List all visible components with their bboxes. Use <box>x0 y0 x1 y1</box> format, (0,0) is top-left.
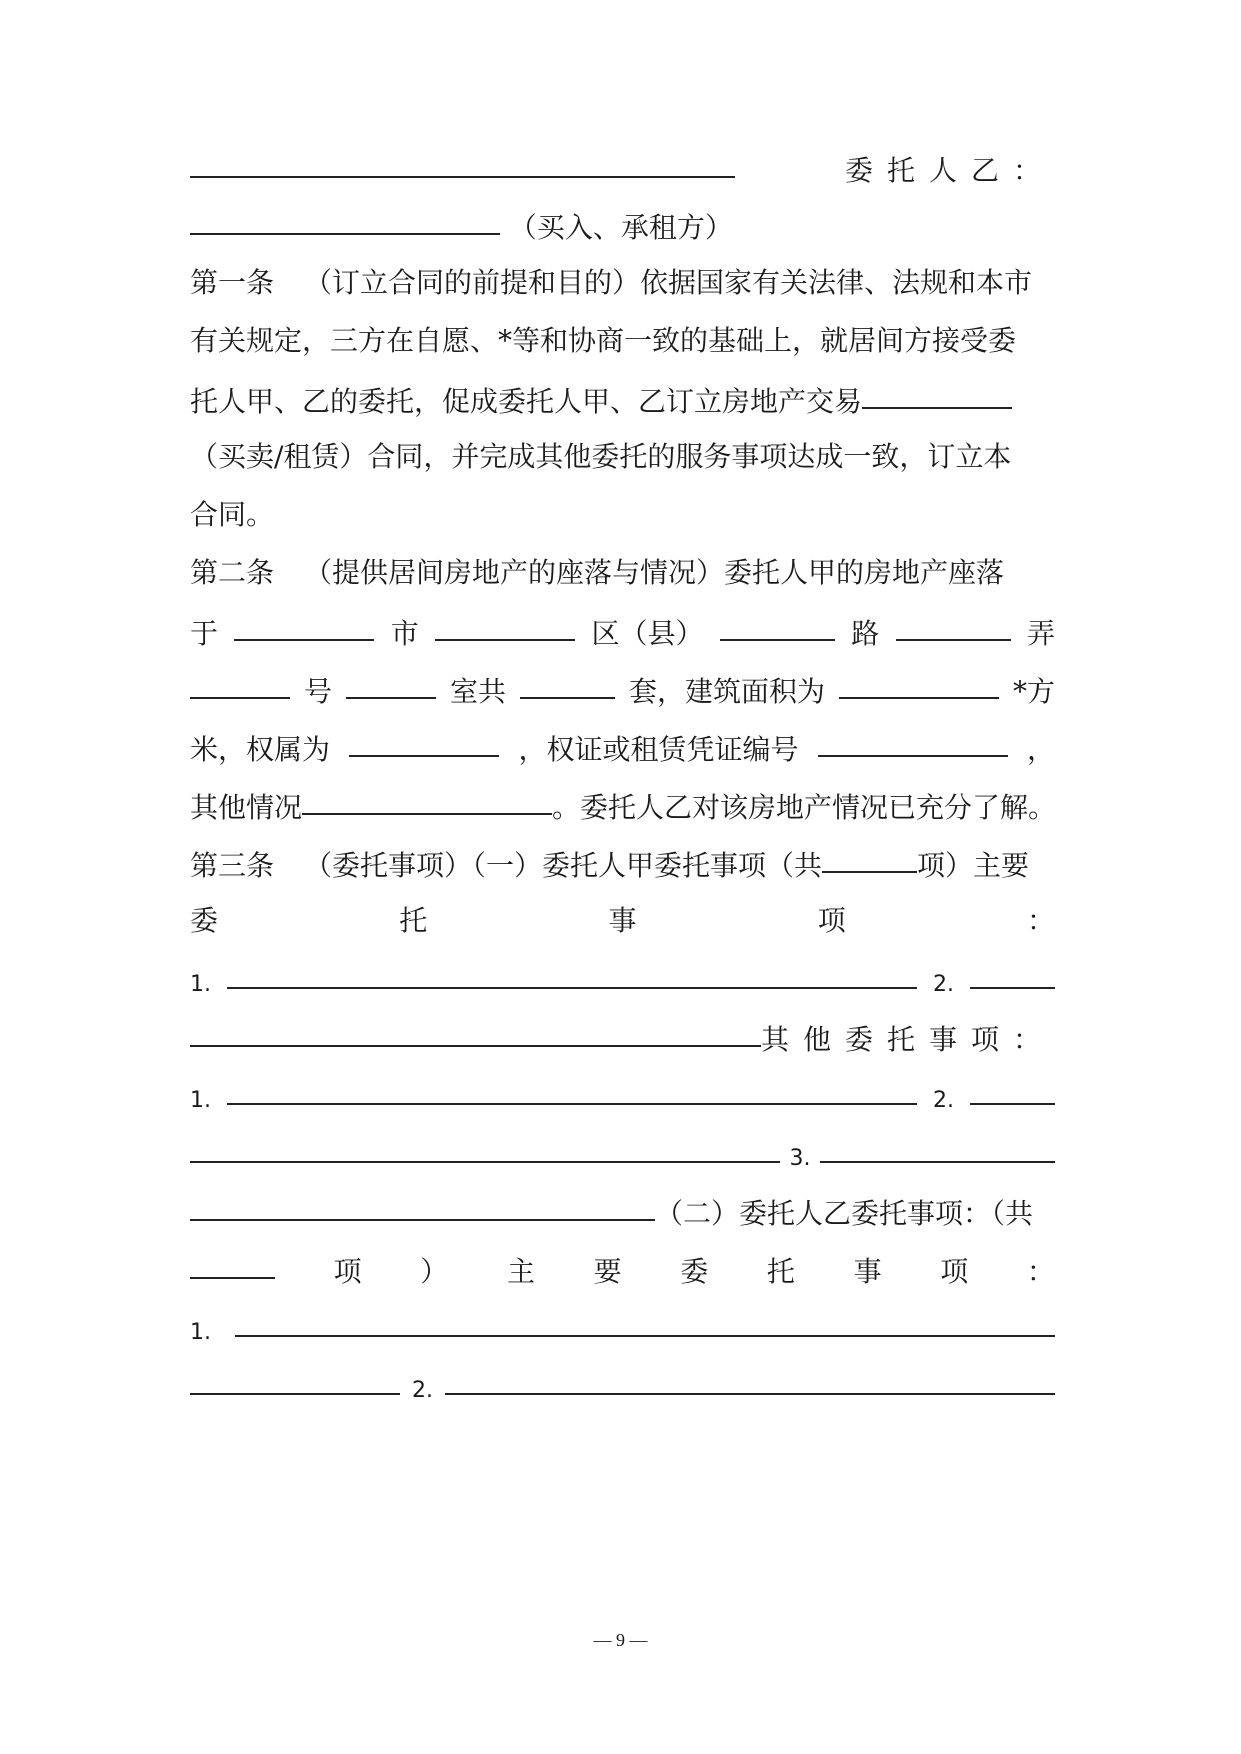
item-blank[interactable] <box>190 1189 655 1221</box>
party-b-items-text: （二）委托人乙委托事项：（共 <box>655 1197 1034 1230</box>
party-b-items-line1 <box>190 1307 1055 1347</box>
city-blank[interactable] <box>234 609 374 641</box>
label-char: ： <box>1026 904 1055 937</box>
article2-heading: 第二条 <box>190 556 275 589</box>
party-b-role: （买入、承租方） <box>508 211 733 244</box>
room-blank[interactable] <box>346 667 436 699</box>
label-char: ） <box>420 1255 449 1288</box>
label-char: 事 <box>608 904 637 937</box>
label-area: 套，建筑面积为 <box>628 675 825 708</box>
item-blank[interactable] <box>190 1363 400 1395</box>
count-blank[interactable] <box>190 1247 275 1279</box>
item-number: 2. <box>412 1378 433 1403</box>
label-city: 市 <box>390 617 419 650</box>
article1-text: 托人甲、乙的委托，促成委托人甲、乙订立房地产交易 <box>190 385 863 418</box>
item-blank[interactable] <box>227 1073 917 1105</box>
label-number: 号 <box>303 675 332 708</box>
count-blank[interactable] <box>822 841 917 873</box>
item-number: 3. <box>789 1146 811 1171</box>
article3-text: （委托事项）（一）委托人甲委托事项（共 <box>304 849 823 882</box>
item-blank[interactable] <box>190 1015 761 1047</box>
article3-heading: 第三条 <box>190 849 275 882</box>
party-b-items-label <box>190 1249 1055 1289</box>
area-blank[interactable] <box>839 667 999 699</box>
label-district: 区（县） <box>591 617 704 650</box>
party-b-label: 委托人乙： <box>844 154 1055 187</box>
party-b-items-line2 <box>190 1365 1055 1405</box>
ownership-blank[interactable] <box>349 725 499 757</box>
article1-line4 <box>190 437 1055 477</box>
other-items-label: 其他委托事项： <box>760 1023 1055 1056</box>
article1-line2 <box>190 321 1055 361</box>
article2-line2 <box>190 611 1055 651</box>
comma: ， <box>1026 733 1055 766</box>
label-char: ： <box>1026 1255 1055 1288</box>
label-char: 托 <box>399 904 428 937</box>
article2-text: （提供居间房地产的座落与情况）委托人甲的房地产座落 <box>304 556 1005 589</box>
item-blank[interactable] <box>227 957 917 989</box>
article1-text: 有关规定，三方在自愿、*等和协商一致的基础上，就居间方接受委 <box>190 324 1017 357</box>
item-number: 1. <box>190 972 211 997</box>
item-number: 2. <box>933 972 954 997</box>
label-lane: 弄 <box>1026 617 1055 650</box>
item-number: 1. <box>190 1088 211 1113</box>
party-a-other-items-line1 <box>190 1075 1055 1115</box>
label-char: 托 <box>766 1255 795 1288</box>
number-blank[interactable] <box>190 667 290 699</box>
item-blank[interactable] <box>970 1073 1055 1105</box>
sets-blank[interactable] <box>520 667 615 699</box>
district-blank[interactable] <box>435 609 575 641</box>
certificate-blank[interactable] <box>818 725 1008 757</box>
item-number: 2. <box>933 1088 954 1113</box>
label-char: 委 <box>680 1255 709 1288</box>
article2-line4 <box>190 727 1055 767</box>
party-b-items-header <box>190 1191 1055 1231</box>
lane-blank[interactable] <box>896 609 1011 641</box>
label-ownership: 米，权属为 <box>190 733 331 766</box>
page-number: — 9 — <box>593 1630 648 1650</box>
label-road: 路 <box>851 617 880 650</box>
label-yu: 于 <box>190 617 219 650</box>
label-room: 室共 <box>449 675 506 708</box>
label-char: 委 <box>190 904 219 937</box>
article1-line3 <box>190 379 1055 419</box>
article2-line3 <box>190 669 1055 709</box>
item-blank[interactable] <box>820 1131 1055 1163</box>
label-char: 项 <box>333 1255 362 1288</box>
label-certificate: ，权证或租赁凭证编号 <box>518 733 799 766</box>
blank[interactable] <box>190 203 500 235</box>
article1-line1 <box>190 263 1055 303</box>
main-items-label <box>190 901 1055 941</box>
label-char: 项 <box>817 904 846 937</box>
party-a-items-line1 <box>190 959 1055 999</box>
item-blank[interactable] <box>445 1363 1055 1395</box>
article2-tail: 。委托人乙对该房地产情况已充分了解。 <box>552 791 1057 824</box>
label-char: 项 <box>940 1255 969 1288</box>
article2-line5 <box>190 785 1055 825</box>
article1-line5 <box>190 495 1055 535</box>
item-blank[interactable] <box>970 957 1055 989</box>
blank[interactable] <box>190 146 735 178</box>
label-sqm: *方 <box>1012 675 1055 708</box>
label-other: 其他情况 <box>190 791 303 824</box>
label-char: 事 <box>853 1255 882 1288</box>
item-blank[interactable] <box>235 1305 1055 1337</box>
blank[interactable] <box>862 377 1012 409</box>
article1-text: （订立合同的前提和目的）依据国家有关法律、法规和本市 <box>304 266 1033 299</box>
party-b-line <box>190 148 1055 188</box>
party-b-role-line <box>190 205 1055 245</box>
party-a-other-items-line2 <box>190 1133 1055 1173</box>
party-a-other-label-line <box>190 1017 1055 1057</box>
label-char: 主 <box>506 1255 535 1288</box>
article1-text: （买卖/租赁）合同，并完成其他委托的服务事项达成一致，订立本 <box>190 440 1012 473</box>
item-number: 1. <box>190 1320 211 1345</box>
article2-line1 <box>190 553 1055 593</box>
article1-text: 合同。 <box>190 498 275 531</box>
article3-line1 <box>190 843 1055 883</box>
other-blank[interactable] <box>302 783 552 815</box>
road-blank[interactable] <box>720 609 835 641</box>
article3-text: 项）主要 <box>917 849 1030 882</box>
article1-heading: 第一条 <box>190 266 275 299</box>
label-char: 要 <box>593 1255 622 1288</box>
item-blank[interactable] <box>190 1131 780 1163</box>
